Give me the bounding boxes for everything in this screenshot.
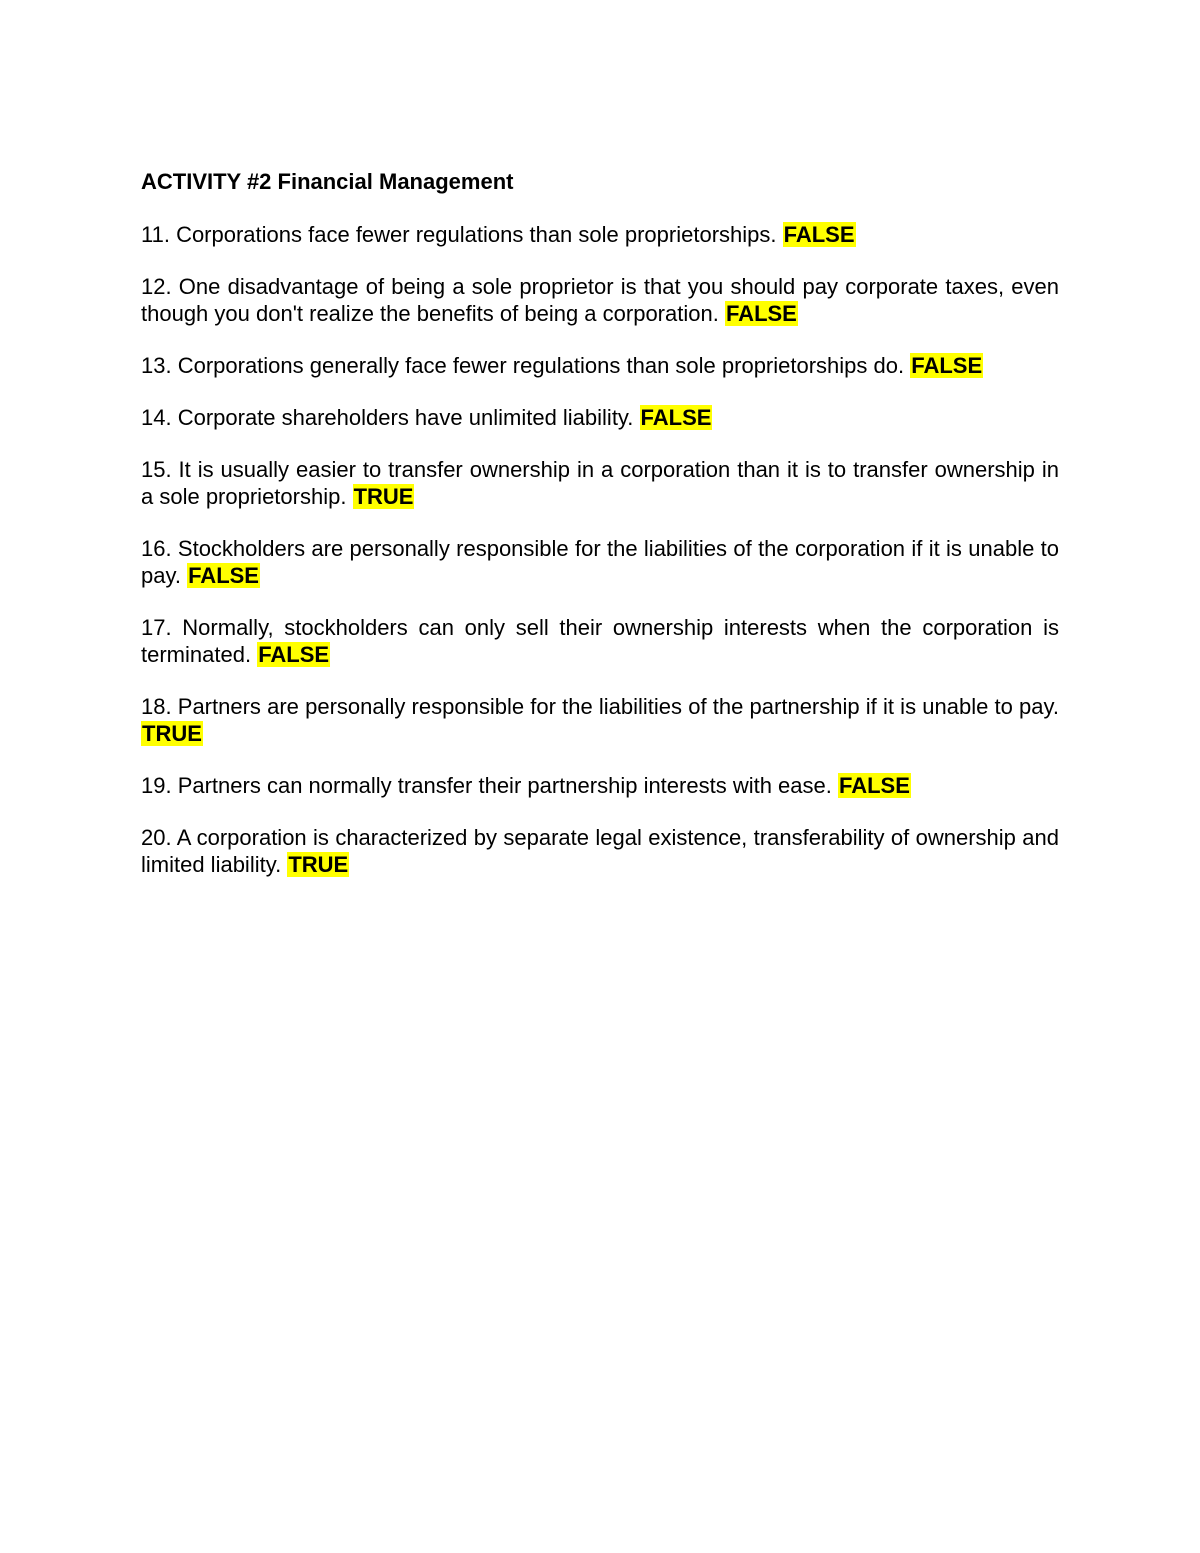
question-text: 17. Normally, stockholders can only sell their ownership interests when the corporation is terminated. <box>141 615 1059 667</box>
question-15 <box>141 456 1059 510</box>
question-text: 11. Corporations face fewer regulations than sole proprietorships. <box>141 222 777 247</box>
document-page <box>141 168 1059 903</box>
question-16 <box>141 535 1059 589</box>
question-11 <box>141 221 1059 248</box>
question-20 <box>141 824 1059 878</box>
answer-highlight: FALSE <box>725 301 797 326</box>
question-text: 15. It is usually easier to transfer ownership in a corporation than it is to transfer ownership in a sole proprietorship. <box>141 457 1059 509</box>
question-text: 14. Corporate shareholders have unlimited liability. <box>141 405 634 430</box>
question-14 <box>141 404 1059 431</box>
answer-highlight: FALSE <box>188 563 259 588</box>
question-text: 13. Corporations generally face fewer regulations than sole proprietorships do. <box>141 353 905 378</box>
question-13 <box>141 352 1059 379</box>
question-12 <box>141 273 1059 327</box>
question-text: 19. Partners can normally transfer their partnership interests with ease. <box>141 773 832 798</box>
question-19 <box>141 772 1059 799</box>
question-text: 16. Stockholders are personally responsible for the liabilities of the corporation if it is unable to pay. <box>141 536 1059 588</box>
answer-highlight: FALSE <box>839 773 910 798</box>
answer-highlight: FALSE <box>783 222 855 247</box>
answer-highlight: TRUE <box>142 721 202 746</box>
answer-highlight: FALSE <box>911 353 983 378</box>
question-17 <box>141 614 1059 668</box>
question-18 <box>141 693 1059 747</box>
answer-highlight: FALSE <box>640 405 712 430</box>
document-title: ACTIVITY #2 Financial Management <box>141 169 514 194</box>
question-text: 20. A corporation is characterized by separate legal existence, transferability of ownership and limited liability. <box>141 825 1059 877</box>
answer-highlight: TRUE <box>288 852 349 877</box>
question-text: 12. One disadvantage of being a sole proprietor is that you should pay corporate taxes, even though you don't realize the benefits of being a corporation. <box>141 274 1059 326</box>
answer-highlight: TRUE <box>353 484 414 509</box>
answer-highlight: FALSE <box>258 642 330 667</box>
question-text: 18. Partners are personally responsible for the liabilities of the partnership if it is unable to pay. <box>141 694 1059 719</box>
